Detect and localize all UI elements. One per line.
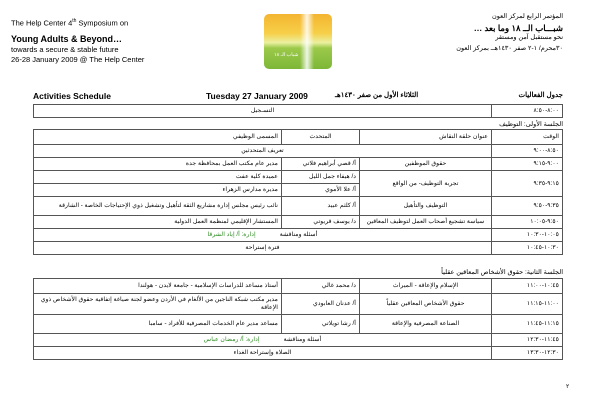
topic-cell: سياسة تشجيع أصحاب العمل لتوظيف المعاقين bbox=[360, 216, 492, 229]
session1-heading: الجلسة الأولى: التوظيف bbox=[499, 121, 563, 128]
speaker-cell: أ/ عدنان العابودي bbox=[282, 294, 360, 315]
table-row bbox=[34, 242, 563, 255]
time-cell: ١٠:٣٠-١٠:٤٥ bbox=[492, 242, 563, 255]
job-cell: مدير مكتب شبكة الناجين من الألغام في الأردن وعضو لجنة صياغة إتفاقية حقوق الأشخاص ذوي الإعاقة bbox=[34, 294, 282, 315]
arabic-header bbox=[363, 12, 563, 54]
speaker-cell: أ/ رشا تويلاتي bbox=[282, 315, 360, 334]
topic-cell: حقوق الموظفين bbox=[360, 158, 492, 171]
speaker-cell: أ/ كلثم عبيد bbox=[282, 197, 360, 216]
topic-cell: التوظيف والتأهيل bbox=[360, 197, 492, 216]
symposium-logo bbox=[264, 14, 332, 69]
column-header-speaker: المتحدث bbox=[282, 130, 360, 145]
column-header-time: الوقت bbox=[492, 130, 563, 145]
table-row bbox=[34, 347, 563, 360]
time-cell: ٨:٥٠-٩:٠٠ bbox=[492, 145, 563, 158]
qa-cell bbox=[34, 334, 492, 347]
job-cell: عميدة كلية عفت bbox=[34, 171, 282, 184]
speaker-cell: أ/ قصي أبراهيم فلاتي bbox=[282, 158, 360, 171]
column-header-topic: عنوان حلقة النقاش bbox=[360, 130, 492, 145]
table-row bbox=[34, 216, 563, 229]
time-cell: ١١:٠٠-١١:١٥ bbox=[492, 294, 563, 315]
schedule-date-ar: الثلاثاء الأول من صفر ١٤٣٠هـ bbox=[335, 92, 419, 99]
schedule-title-row bbox=[33, 91, 563, 103]
time-cell: ١٠:٤٥-١١:٠٠ bbox=[492, 279, 563, 294]
english-header bbox=[11, 16, 211, 65]
time-cell: ١١:٤٥-١٢:٣٠ bbox=[492, 334, 563, 347]
qa-label: أسئلة ومناقشة bbox=[283, 336, 322, 343]
table-row bbox=[34, 294, 563, 315]
time-cell: ١٠:٠٥-١٠:٣٠ bbox=[492, 229, 563, 242]
table-row bbox=[34, 158, 563, 171]
table-row bbox=[34, 315, 563, 334]
registration-table bbox=[33, 104, 563, 118]
schedule-title-en: Activities Schedule bbox=[33, 91, 111, 101]
time-cell: ٩:٥٠-١٠:٠٥ bbox=[492, 216, 563, 229]
time-cell: ٨:٠٠-٨:٥٠ bbox=[492, 105, 563, 118]
symposium-text-end: Symposium on bbox=[76, 18, 129, 28]
topic-cell: تجربة التوظيف- من الواقع bbox=[360, 171, 492, 197]
ordinal-suffix: th bbox=[72, 18, 77, 24]
speaker-cell: د/ يوسف قريوتي bbox=[282, 216, 360, 229]
symposium-line bbox=[11, 16, 211, 29]
page-number: ٢ bbox=[566, 384, 570, 390]
registration-label: التسـجيل bbox=[34, 105, 492, 118]
break-label: فترة إستراحة bbox=[34, 242, 492, 255]
table-row bbox=[34, 229, 563, 242]
speaker-cell: د/ محمد غالي bbox=[282, 279, 360, 294]
column-header-job: المسمى الوظيفي bbox=[34, 130, 282, 145]
session2-heading: الجلسة الثانية: حقوق الأشخاص المعاقين عقلياً bbox=[441, 269, 563, 276]
job-cell: أستاذ مساعد للدراسات الإسلامية - جامعة لايدن - هولندا bbox=[34, 279, 282, 294]
time-cell: ١١:١٥-١١:٤٥ bbox=[492, 315, 563, 334]
session1-table bbox=[33, 129, 563, 255]
job-cell: نائب رئيس مجلس إدارة مشاريع الثقة لتأهيل وتشغيل ذوي الإحتياجات الخاصة - الشارقة bbox=[34, 197, 282, 216]
time-cell: ٩:٠٠-٩:١٥ bbox=[492, 158, 563, 171]
job-cell: مساعد مدير عام الخدمات المصرفية للأفراد - سامبا bbox=[34, 315, 282, 334]
logo-text: شباب الـ ١٨ bbox=[274, 52, 299, 58]
time-cell: ١٢:٣٠-١٣:٣٠ bbox=[492, 347, 563, 360]
table-row bbox=[34, 334, 563, 347]
prayer-break-label: الصلاة وإستراحة الغداء bbox=[34, 347, 492, 360]
session2-table bbox=[33, 278, 563, 360]
symposium-title: Young Adults & Beyond… bbox=[11, 33, 122, 44]
topic-cell: الإسلام والإعاقة - الميراث bbox=[360, 279, 492, 294]
table-row bbox=[34, 105, 563, 118]
table-row bbox=[34, 145, 563, 158]
table-header-row bbox=[34, 130, 563, 145]
schedule-date-en: Tuesday 27 January 2009 bbox=[206, 91, 308, 101]
ar-symposium-dates: ٣٠محرم/ ١-٢ صفر ١٤٣٠هــ بمركز العون bbox=[456, 44, 563, 52]
speaker-cell: د/ هيفاء جمل الليل bbox=[282, 171, 360, 184]
logo-light-ray bbox=[300, 14, 314, 69]
time-cell: ٩:١٥-٩:٣٥ bbox=[492, 171, 563, 197]
intro-label: تعريف المتحدثين bbox=[34, 145, 492, 158]
speaker-cell: أ/ علا الأموي bbox=[282, 184, 360, 197]
time-cell: ٩:٣٥-٩:٥٠ bbox=[492, 197, 563, 216]
table-row bbox=[34, 171, 563, 184]
symposium-text: The Help Center 4 bbox=[11, 18, 73, 28]
table-row bbox=[34, 197, 563, 216]
ar-symposium-line: المؤتمر الرابع لمركز العون bbox=[492, 13, 563, 20]
ar-symposium-subtitle: نحو مستقبل آمن ومستقر bbox=[495, 34, 563, 41]
ar-symposium-title: شبـــاب الــ ١٨ وما بعد … bbox=[473, 22, 563, 33]
symposium-dates: 26-28 January 2009 @ The Help Center bbox=[11, 54, 145, 64]
qa-label: أسئلة ومناقشة bbox=[279, 231, 318, 238]
symposium-subtitle: towards a secure & stable future bbox=[11, 44, 119, 54]
moderator-label: إدارة: أ/ رمضان عباس bbox=[203, 336, 260, 343]
table-row bbox=[34, 279, 563, 294]
topic-cell: الصناعة المصرفية والإعاقة bbox=[360, 315, 492, 334]
job-cell: مدير عام مكتب العمل بمحافظة جدة bbox=[34, 158, 282, 171]
moderator-label: إدارة: أ/ إياد الشرقا bbox=[207, 231, 256, 238]
job-cell: المستشار الإقليمي لمنظمة العمل الدولية bbox=[34, 216, 282, 229]
schedule-title-ar: جدول الفعاليات bbox=[518, 92, 563, 99]
topic-cell: حقوق الأشخاص المعاقين عقلياً bbox=[360, 294, 492, 315]
job-cell: مديرة مدارس الزهراء bbox=[34, 184, 282, 197]
qa-cell bbox=[34, 229, 492, 242]
